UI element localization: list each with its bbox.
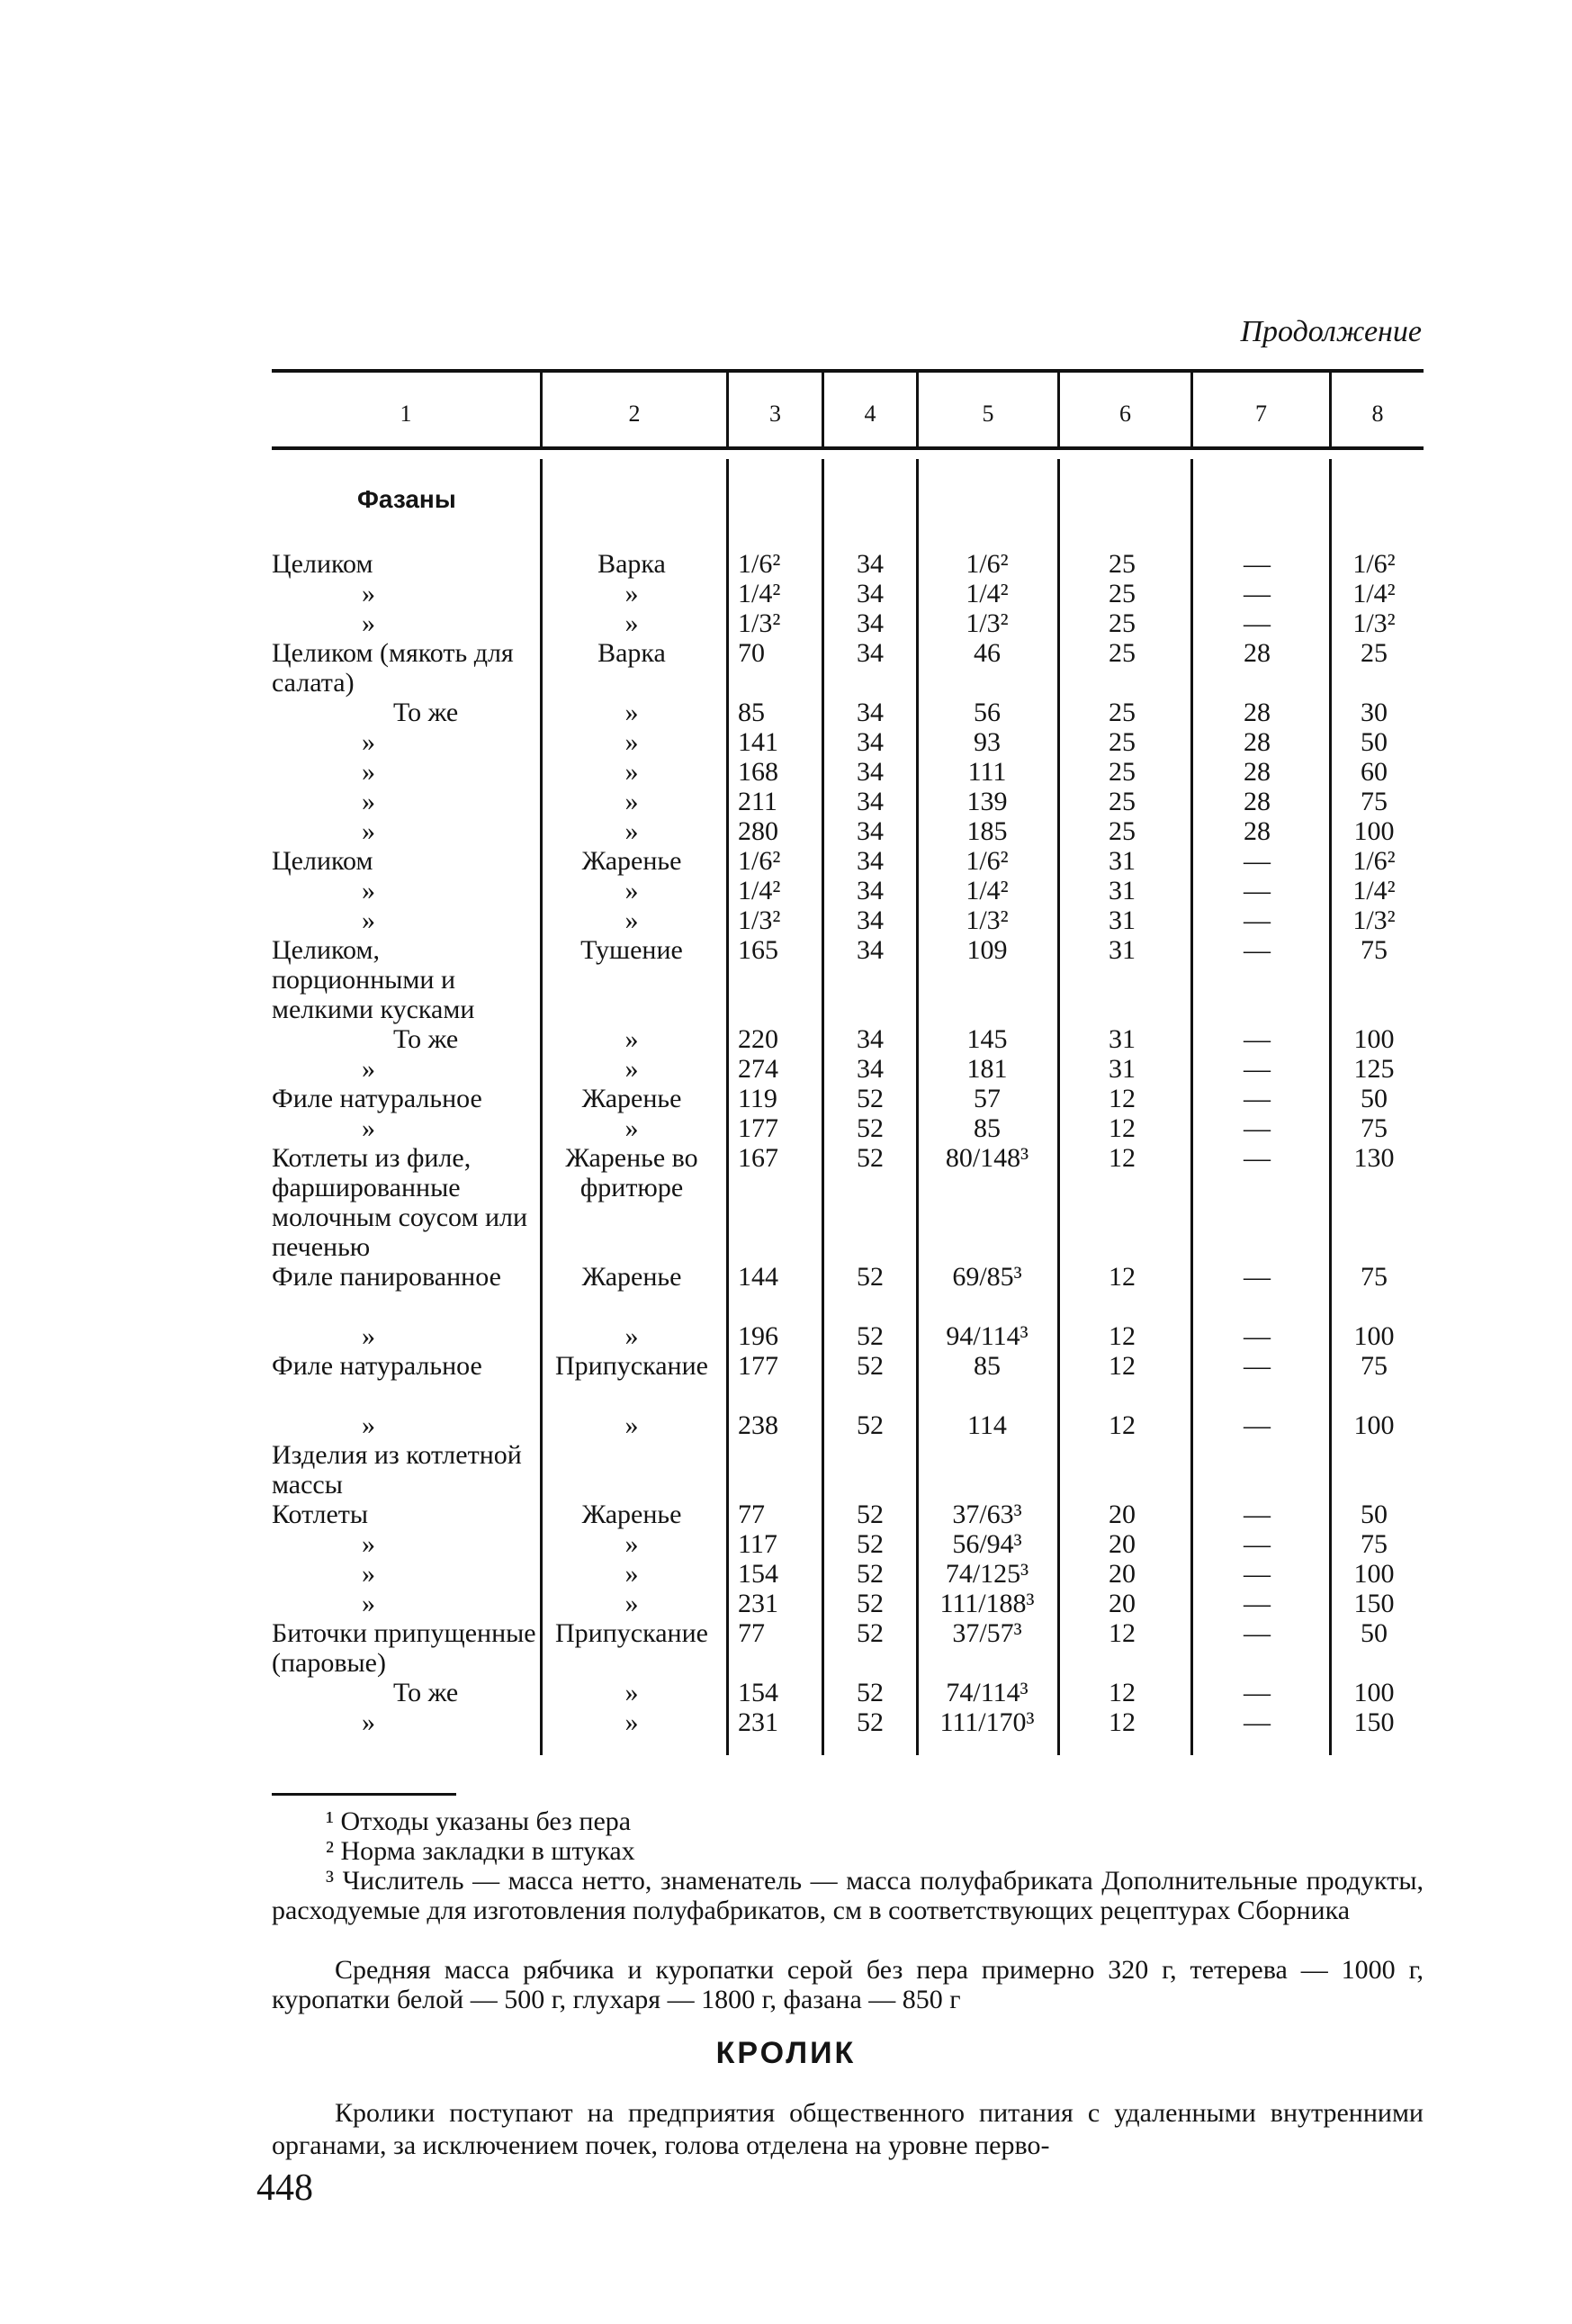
table-cell-col8: 60	[1361, 757, 1388, 787]
table-cell-col2: »	[624, 1054, 639, 1084]
table-cell-col4: 52	[857, 1559, 884, 1589]
table-row	[272, 1084, 1424, 1113]
footnote-rule	[272, 1793, 456, 1796]
table-cell-col8: 150	[1353, 1589, 1395, 1618]
table-cell-col8: 100	[1353, 1410, 1395, 1440]
table-cell-col6: 25	[1109, 787, 1136, 816]
table-cell-col4: 34	[857, 816, 884, 846]
table-cell-col4: 52	[857, 1589, 884, 1618]
table-cell-col6: 12	[1109, 1618, 1136, 1648]
table-cell-col8: 1/3²	[1352, 905, 1396, 935]
table-cell-col2: »	[624, 698, 639, 727]
table-body	[272, 468, 1424, 1737]
column-header-2: 2	[628, 401, 641, 427]
table-cell-col2: Жаренье	[581, 1500, 682, 1529]
table-cell-col6: 20	[1109, 1529, 1136, 1559]
table-cell-col5: 1/3²	[966, 905, 1009, 935]
table-cell-col7: —	[1244, 1143, 1271, 1173]
table-cell-col3: 167	[738, 1143, 778, 1173]
table-cell-col5: 69/85³	[952, 1262, 1022, 1292]
table-cell-col8: 1/4²	[1352, 579, 1396, 608]
table-cell-col6: 25	[1109, 579, 1136, 608]
table-cell-col1: То же	[393, 698, 459, 727]
table-row	[272, 1707, 1424, 1737]
table-cell-col5: 74/114³	[946, 1678, 1029, 1707]
table-cell-col3: 1/4²	[738, 579, 781, 608]
table-cell-col2: »	[624, 876, 639, 905]
table-cell-col3: 168	[738, 757, 778, 787]
table-cell-col2: Припускание	[555, 1351, 708, 1381]
table-cell-col3: 177	[738, 1113, 778, 1143]
table-cell-col8: 100	[1353, 1024, 1395, 1054]
table-cell-col2: Тушение	[580, 935, 683, 965]
table-cell-col2: »	[624, 1589, 639, 1618]
table-cell-col8: 100	[1353, 1559, 1395, 1589]
table-cell-col8: 75	[1361, 1113, 1388, 1143]
table-cell-col7: 28	[1244, 638, 1271, 668]
table-row	[272, 1618, 1424, 1678]
table-cell-col3: 211	[738, 787, 777, 816]
table-cell-col1: То же	[393, 1024, 459, 1054]
table-cell-col6: 12	[1109, 1351, 1136, 1381]
table-cell-col8: 25	[1361, 638, 1388, 668]
table-cell-col2: »	[624, 1559, 639, 1589]
table-cell-col7: —	[1244, 1084, 1271, 1113]
table-cell-col5: 185	[966, 816, 1008, 846]
table-cell-col1: »	[362, 757, 375, 787]
table-cell-col3: 144	[738, 1262, 778, 1292]
table-cell-col3: 220	[738, 1024, 778, 1054]
table-cell-col6: 20	[1109, 1589, 1136, 1618]
table-cell-col4: 52	[857, 1321, 884, 1351]
table-row	[272, 1678, 1424, 1707]
table-row	[272, 1262, 1424, 1321]
table-cell-col7: 28	[1244, 727, 1271, 757]
table-row	[272, 1351, 1424, 1410]
intro-paragraph: Кролики поступают на предприятия общественного питания с удаленными внутренними органами, за исключением почек, голова отделена на уровне перво-	[272, 2098, 1424, 2160]
table-row	[272, 787, 1424, 816]
table-cell-col6: 25	[1109, 816, 1136, 846]
table-cell-col3: 177	[738, 1351, 778, 1381]
table-cell-col7: —	[1244, 1321, 1271, 1351]
table-cell-col1: »	[362, 876, 375, 905]
table-cell-col6: 25	[1109, 608, 1136, 638]
table-row	[272, 1500, 1424, 1529]
table-row	[272, 698, 1424, 727]
table-cell-col2: »	[624, 1529, 639, 1559]
table-cell-col4: 52	[857, 1707, 884, 1737]
table-cell-col6: 12	[1109, 1678, 1136, 1707]
table-cell-col7: —	[1244, 846, 1271, 876]
table-cell-col3: 231	[738, 1589, 778, 1618]
table-cell-col3: 117	[738, 1529, 777, 1559]
table-row	[272, 816, 1424, 846]
table-cell-col4: 34	[857, 935, 884, 965]
table-cell-col2: Варка	[597, 549, 666, 579]
table-cell-col2: Жаренье	[581, 1262, 682, 1292]
section-heading: КРОЛИК	[715, 2036, 857, 2070]
table-cell-col6: 31	[1109, 1054, 1136, 1084]
table-cell-col4: 34	[857, 608, 884, 638]
table-cell-col6: 25	[1109, 549, 1136, 579]
table-cell-col1: Филе натуральное	[272, 1351, 482, 1381]
table-cell-col7: —	[1244, 1351, 1271, 1381]
table-cell-col7: —	[1244, 579, 1271, 608]
table-cell-col2: Жаренье	[581, 846, 682, 876]
table-cell-col6: 20	[1109, 1559, 1136, 1589]
table-cell-col8: 150	[1353, 1707, 1395, 1737]
table-cell-col3: 165	[738, 935, 778, 965]
table-cell-col5: 145	[966, 1024, 1008, 1054]
table-cell-col2: Жаренье	[581, 1084, 682, 1113]
table-row	[272, 727, 1424, 757]
table-cell-col4: 34	[857, 1054, 884, 1084]
table-cell-col5: 1/4²	[966, 876, 1009, 905]
table-cell-col7: —	[1244, 1054, 1271, 1084]
table-rows	[272, 549, 1424, 1737]
table-cell-col5: 94/114³	[946, 1321, 1029, 1351]
table-cell-col6: 12	[1109, 1113, 1136, 1143]
table-row	[272, 905, 1424, 935]
table-cell-col1: Котлеты из филе, фаршированные молочным соусом или печенью	[272, 1143, 528, 1262]
table-cell-col7: —	[1244, 1113, 1271, 1143]
table-cell-col5: 111/188³	[939, 1589, 1035, 1618]
table-cell-col6: 31	[1109, 905, 1136, 935]
table-cell-col5: 57	[974, 1084, 1001, 1113]
table-cell-col1: »	[362, 579, 375, 608]
table-cell-col1: Филе натуральное	[272, 1084, 482, 1113]
column-header-3: 3	[769, 401, 781, 427]
table-cell-col8: 130	[1353, 1143, 1395, 1173]
table-cell-col5: 109	[966, 935, 1008, 965]
table-cell-col5: 74/125³	[945, 1559, 1029, 1589]
table-cell-col5: 85	[974, 1351, 1001, 1381]
table-cell-col2: »	[624, 1321, 639, 1351]
table-cell-col3: 154	[738, 1559, 778, 1589]
table-cell-col5: 111	[967, 757, 1007, 787]
table-cell-col7: —	[1244, 935, 1271, 965]
table-cell-col1: То же	[393, 1678, 459, 1707]
table-cell-col6: 20	[1109, 1500, 1136, 1529]
table-cell-col2: Припускание	[555, 1618, 708, 1648]
table-cell-col8: 1/6²	[1352, 549, 1396, 579]
table-cell-col4: 52	[857, 1500, 884, 1529]
table-row	[272, 638, 1424, 698]
section-title: Фазаны	[357, 485, 456, 513]
table-cell-col5: 37/57³	[952, 1618, 1022, 1648]
table-cell-col5: 46	[974, 638, 1001, 668]
header-bottom-rule	[272, 446, 1424, 450]
table-cell-col1: Целиком, порционными и мелкими кусками	[272, 935, 475, 1024]
table-cell-col8: 75	[1361, 1529, 1388, 1559]
table-cell-col4: 34	[857, 787, 884, 816]
table-row	[272, 846, 1424, 876]
table-cell-col2: »	[624, 1707, 639, 1737]
table-cell-col1: »	[362, 1559, 375, 1589]
table-cell-col7: —	[1244, 1529, 1271, 1559]
table-cell-col5: 93	[974, 727, 1001, 757]
table-cell-col3: 1/6²	[738, 549, 781, 579]
table-cell-col6: 31	[1109, 846, 1136, 876]
table-cell-col4: 34	[857, 579, 884, 608]
column-header-4: 4	[864, 401, 876, 427]
table-row	[272, 1024, 1424, 1054]
table-cell-col7: —	[1244, 1500, 1271, 1529]
table-cell-col7: 28	[1244, 816, 1271, 846]
table-cell-col4: 34	[857, 549, 884, 579]
table-cell-col3: 85	[738, 698, 765, 727]
table-cell-col4: 34	[857, 698, 884, 727]
table-cell-col7: —	[1244, 1589, 1271, 1618]
table-cell-col3: 154	[738, 1678, 778, 1707]
table-cell-col7: 28	[1244, 698, 1271, 727]
table-cell-col2: »	[624, 579, 639, 608]
table-cell-col4: 52	[857, 1262, 884, 1292]
table-cell-col3: 141	[738, 727, 778, 757]
table-row	[272, 757, 1424, 787]
table-cell-col1: Котлеты	[272, 1500, 369, 1529]
table-cell-col8: 50	[1361, 1618, 1388, 1648]
table-cell-col7: —	[1244, 1618, 1271, 1648]
table-cell-col5: 56/94³	[952, 1529, 1022, 1559]
table-cell-col3: 1/3²	[738, 608, 781, 638]
table-row	[272, 549, 1424, 579]
table-cell-col5: 1/6²	[966, 549, 1009, 579]
table-cell-col8: 125	[1353, 1054, 1395, 1084]
table-top-rule	[272, 369, 1424, 373]
table-cell-col8: 30	[1361, 698, 1388, 727]
table-cell-col4: 34	[857, 876, 884, 905]
table-cell-col8: 100	[1353, 816, 1395, 846]
table-cell-col1: »	[362, 905, 375, 935]
table-cell-col8: 50	[1361, 727, 1388, 757]
table-cell-col7: —	[1244, 1024, 1271, 1054]
table-cell-col4: 34	[857, 727, 884, 757]
table-cell-col4: 52	[857, 1529, 884, 1559]
table-cell-col7: —	[1244, 905, 1271, 935]
table-cell-col7: —	[1244, 1262, 1271, 1292]
table-row	[272, 1143, 1424, 1262]
table-cell-col8: 1/6²	[1352, 846, 1396, 876]
table-cell-col7: —	[1244, 1410, 1271, 1440]
table-cell-col1: Целиком (мякоть для салата)	[272, 638, 514, 698]
table-cell-col4: 34	[857, 757, 884, 787]
table-row	[272, 1113, 1424, 1143]
table-cell-col1: »	[362, 1113, 375, 1143]
continuation-label: Продолжение	[1240, 315, 1422, 348]
table-cell-col6: 25	[1109, 757, 1136, 787]
footnote-3: ³ Числитель — масса нетто, знаменатель — масса полуфабриката Дополнительные продукты, расходуемые для изготовления полуфабрикатов, см в соответствующих рецептурах Сборника	[272, 1866, 1424, 1925]
table-cell-col7: —	[1244, 1707, 1271, 1737]
table-cell-col3: 77	[738, 1500, 765, 1529]
table-row	[272, 608, 1424, 638]
table-cell-col3: 196	[738, 1321, 778, 1351]
table-cell-col1: »	[362, 1589, 375, 1618]
table-cell-col2: »	[624, 727, 639, 757]
table-cell-col1: Целиком	[272, 846, 373, 876]
table-cell-col3: 70	[738, 638, 765, 668]
table-cell-col6: 12	[1109, 1084, 1136, 1113]
table-cell-col6: 12	[1109, 1321, 1136, 1351]
table-cell-col1: »	[362, 787, 375, 816]
table-cell-col2: »	[624, 1410, 639, 1440]
table-cell-col1: Целиком	[272, 549, 373, 579]
table-cell-col2: »	[624, 757, 639, 787]
table-cell-col2: »	[624, 816, 639, 846]
table-cell-col4: 52	[857, 1143, 884, 1173]
table-cell-col8: 100	[1353, 1678, 1395, 1707]
table-cell-col2: »	[624, 1113, 639, 1143]
table-cell-col6: 12	[1109, 1262, 1136, 1292]
table-cell-col8: 50	[1361, 1084, 1388, 1113]
table-cell-col8: 1/3²	[1352, 608, 1396, 638]
table-cell-col8: 1/4²	[1352, 876, 1396, 905]
table-cell-col7: —	[1244, 1678, 1271, 1707]
table-cell-col7: 28	[1244, 757, 1271, 787]
table-cell-col5: 56	[974, 698, 1001, 727]
table-row	[272, 579, 1424, 608]
table-cell-col4: 52	[857, 1410, 884, 1440]
table-cell-col7: —	[1244, 1559, 1271, 1589]
table-cell-col5: 1/4²	[966, 579, 1009, 608]
table-row	[272, 1410, 1424, 1440]
table-cell-col4: 52	[857, 1351, 884, 1381]
table-cell-col3: 231	[738, 1707, 778, 1737]
table-cell-col2: Жаренье во фритюре	[565, 1143, 698, 1203]
table-cell-col1: »	[362, 608, 375, 638]
table-cell-col1: »	[362, 1707, 375, 1737]
table-cell-col7: —	[1244, 549, 1271, 579]
table-row	[272, 935, 1424, 1024]
table-cell-col7: 28	[1244, 787, 1271, 816]
table-cell-col6: 25	[1109, 727, 1136, 757]
table-cell-col8: 75	[1361, 787, 1388, 816]
table-cell-col2: Варка	[597, 638, 666, 668]
table-cell-col3: 1/3²	[738, 905, 781, 935]
column-header-6: 6	[1119, 401, 1131, 427]
page-number: 448	[256, 2167, 313, 2209]
table-cell-col5: 80/148³	[945, 1143, 1029, 1173]
table-cell-col2: »	[624, 608, 639, 638]
table-cell-col3: 238	[738, 1410, 778, 1440]
table-cell-col2: »	[624, 1024, 639, 1054]
column-header-1: 1	[400, 401, 412, 427]
table-cell-col4: 34	[857, 846, 884, 876]
table-cell-col1: »	[362, 816, 375, 846]
table-cell-col3: 1/4²	[738, 876, 781, 905]
footnote-1: ¹ Отходы указаны без пера	[326, 1806, 632, 1836]
table-row	[272, 1529, 1424, 1559]
table-cell-col7: —	[1244, 876, 1271, 905]
table-cell-col5: 37/63³	[952, 1500, 1022, 1529]
table-cell-col4: 52	[857, 1084, 884, 1113]
table-cell-col6: 12	[1109, 1410, 1136, 1440]
table-cell-col5: 181	[966, 1054, 1008, 1084]
table-cell-col1: Биточки припущенные (паровые)	[272, 1618, 536, 1678]
table-row	[272, 876, 1424, 905]
table-cell-col2: »	[624, 1678, 639, 1707]
table-cell-col8: 75	[1361, 935, 1388, 965]
table-cell-col4: 34	[857, 1024, 884, 1054]
table-cell-col8: 75	[1361, 1351, 1388, 1381]
table-cell-col1: Филе панированное	[272, 1262, 501, 1292]
table-cell-col5: 1/6²	[966, 846, 1009, 876]
table-cell-col5: 139	[966, 787, 1008, 816]
table-cell-col7: —	[1244, 608, 1271, 638]
table-cell-col8: 75	[1361, 1262, 1388, 1292]
table-cell-col2: »	[624, 905, 639, 935]
table-cell-col1: Изделия из котлетной массы	[272, 1440, 522, 1500]
table-row	[272, 1440, 1424, 1500]
table-cell-col6: 25	[1109, 698, 1136, 727]
table-cell-col4: 34	[857, 638, 884, 668]
table-cell-col3: 280	[738, 816, 778, 846]
table-cell-col3: 77	[738, 1618, 765, 1648]
table-cell-col6: 31	[1109, 876, 1136, 905]
column-header-5: 5	[982, 401, 994, 427]
column-header-8: 8	[1371, 401, 1384, 427]
footnote-2: ² Норма закладки в штуках	[326, 1836, 635, 1866]
table-cell-col4: 52	[857, 1678, 884, 1707]
table-cell-col6: 31	[1109, 935, 1136, 965]
table-cell-col4: 52	[857, 1618, 884, 1648]
table-cell-col6: 12	[1109, 1143, 1136, 1173]
table-cell-col1: »	[362, 1321, 375, 1351]
table-cell-col3: 1/6²	[738, 846, 781, 876]
table-cell-col3: 119	[738, 1084, 777, 1113]
table-cell-col5: 114	[967, 1410, 1007, 1440]
table-cell-col4: 52	[857, 1113, 884, 1143]
table-cell-col8: 100	[1353, 1321, 1395, 1351]
table-row	[272, 1054, 1424, 1084]
column-header-7: 7	[1255, 401, 1267, 427]
table-cell-col1: »	[362, 727, 375, 757]
table-cell-col1: »	[362, 1529, 375, 1559]
table-cell-col4: 34	[857, 905, 884, 935]
table-cell-col2: »	[624, 787, 639, 816]
table-cell-col6: 25	[1109, 638, 1136, 668]
table-cell-col6: 12	[1109, 1707, 1136, 1737]
table-cell-col5: 1/3²	[966, 608, 1009, 638]
table-row	[272, 1559, 1424, 1589]
table-cell-col8: 50	[1361, 1500, 1388, 1529]
table-row	[272, 1321, 1424, 1351]
table-cell-col6: 31	[1109, 1024, 1136, 1054]
mass-note: Средняя масса рябчика и куропатки серой без пера примерно 320 г, тетерева — 1000 г, куропатки белой — 500 г, глухаря — 1800 г, фазана — 850 г	[272, 1955, 1424, 2014]
table-row	[272, 1589, 1424, 1618]
table-cell-col3: 274	[738, 1054, 778, 1084]
table-cell-col1: »	[362, 1054, 375, 1084]
table-cell-col1: »	[362, 1410, 375, 1440]
table-cell-col5: 85	[974, 1113, 1001, 1143]
table-cell-col5: 111/170³	[939, 1707, 1035, 1737]
